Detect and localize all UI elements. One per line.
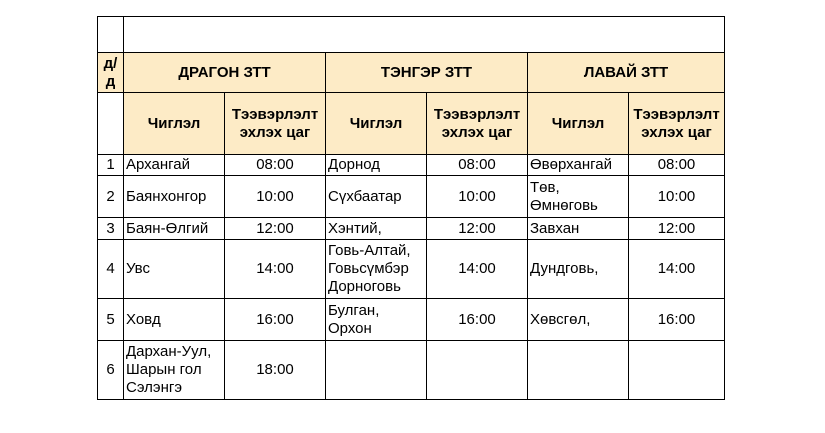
direction-header: Чиглэл bbox=[528, 93, 629, 155]
company-header-row bbox=[98, 53, 725, 93]
time-header: Тээвэрлэлт эхлэх цаг bbox=[629, 93, 725, 155]
destination-cell: Говь-Алтай, Говьсүмбэр Дорноговь bbox=[326, 240, 427, 299]
time-cell: 08:00 bbox=[629, 155, 725, 176]
blank-title-cell bbox=[124, 17, 725, 53]
destination-cell: Булган, Орхон bbox=[326, 299, 427, 341]
row-number: 6 bbox=[98, 341, 124, 400]
time-header: Тээвэрлэлт эхлэх цаг bbox=[225, 93, 326, 155]
time-cell: 10:00 bbox=[629, 176, 725, 218]
time-header: Тээвэрлэлт эхлэх цаг bbox=[427, 93, 528, 155]
destination-cell: Дархан-Уул, Шарын гол Сэлэнгэ bbox=[124, 341, 225, 400]
table-row bbox=[98, 240, 725, 299]
destination-cell: Завхан bbox=[528, 218, 629, 240]
table-row bbox=[98, 218, 725, 240]
time-cell: 12:00 bbox=[427, 218, 528, 240]
time-cell: 16:00 bbox=[427, 299, 528, 341]
time-cell: 08:00 bbox=[427, 155, 528, 176]
time-cell: 08:00 bbox=[225, 155, 326, 176]
destination-cell: Архангай bbox=[124, 155, 225, 176]
time-cell bbox=[427, 341, 528, 400]
time-cell: 12:00 bbox=[629, 218, 725, 240]
time-cell: 16:00 bbox=[629, 299, 725, 341]
destination-cell: Хэнтий, bbox=[326, 218, 427, 240]
destination-cell: Хөвсгөл, bbox=[528, 299, 629, 341]
time-cell: 12:00 bbox=[225, 218, 326, 240]
schedule-table bbox=[97, 16, 725, 400]
row-number: 2 bbox=[98, 176, 124, 218]
destination-cell: Ховд bbox=[124, 299, 225, 341]
time-cell: 10:00 bbox=[427, 176, 528, 218]
table-row bbox=[98, 176, 725, 218]
destination-cell: Дорнод bbox=[326, 155, 427, 176]
destination-cell: Баян-Өлгий bbox=[124, 218, 225, 240]
destination-cell: Төв, Өмнөговь bbox=[528, 176, 629, 218]
time-cell: 16:00 bbox=[225, 299, 326, 341]
number-header: д/ д bbox=[98, 53, 124, 93]
table-row bbox=[98, 155, 725, 176]
table-row bbox=[98, 341, 725, 400]
destination-cell: Сүхбаатар bbox=[326, 176, 427, 218]
row-number: 5 bbox=[98, 299, 124, 341]
direction-header: Чиглэл bbox=[326, 93, 427, 155]
destination-cell: Баянхонгор bbox=[124, 176, 225, 218]
destination-cell: Увс bbox=[124, 240, 225, 299]
blank-number-cell bbox=[98, 93, 124, 155]
blank-corner-cell bbox=[98, 17, 124, 53]
row-number: 1 bbox=[98, 155, 124, 176]
company-tenger: ТЭНГЭР ЗТТ bbox=[326, 53, 528, 93]
time-cell: 10:00 bbox=[225, 176, 326, 218]
row-number: 3 bbox=[98, 218, 124, 240]
destination-cell bbox=[326, 341, 427, 400]
time-cell: 14:00 bbox=[629, 240, 725, 299]
destination-cell bbox=[528, 341, 629, 400]
title-row bbox=[98, 17, 725, 53]
table-row bbox=[98, 299, 725, 341]
direction-header: Чиглэл bbox=[124, 93, 225, 155]
company-dragon: ДРАГОН ЗТТ bbox=[124, 53, 326, 93]
time-cell: 14:00 bbox=[427, 240, 528, 299]
time-cell: 14:00 bbox=[225, 240, 326, 299]
time-cell bbox=[629, 341, 725, 400]
destination-cell: Өвөрхангай bbox=[528, 155, 629, 176]
destination-cell: Дундговь, bbox=[528, 240, 629, 299]
row-number: 4 bbox=[98, 240, 124, 299]
time-cell: 18:00 bbox=[225, 341, 326, 400]
company-lavai: ЛАВАЙ ЗТТ bbox=[528, 53, 725, 93]
column-header-row bbox=[98, 93, 725, 155]
